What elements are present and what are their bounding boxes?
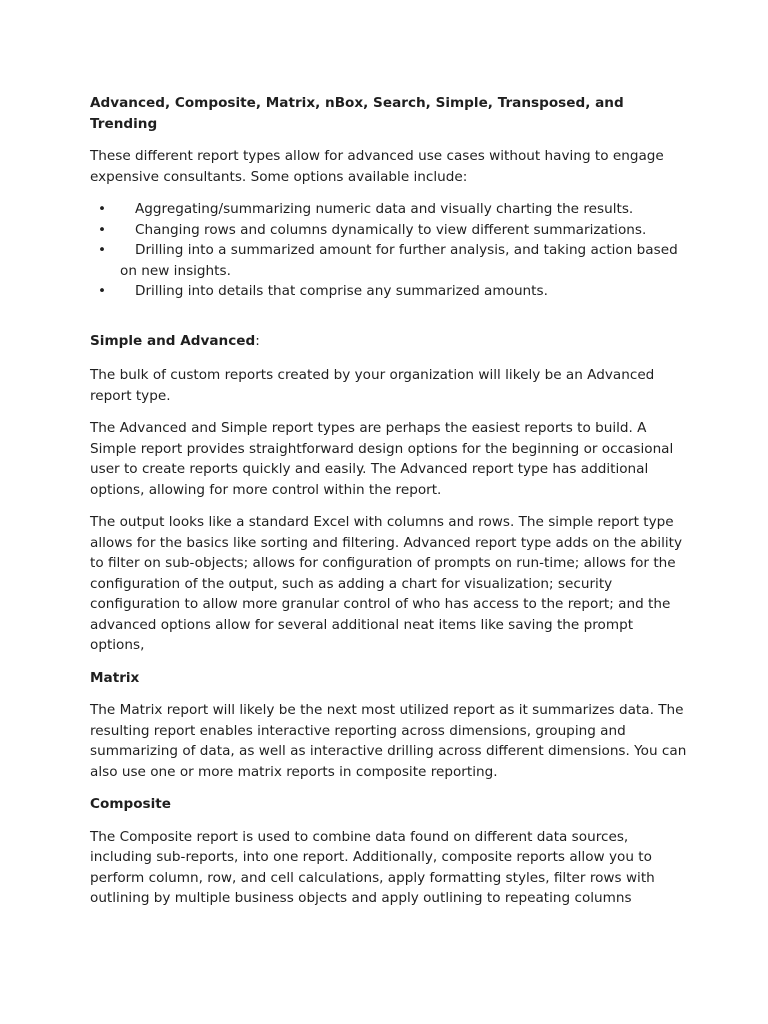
simple-advanced-heading-text: Simple and Advanced (90, 332, 256, 349)
options-bullet-list (90, 199, 690, 302)
simple-advanced-paragraph-1: The bulk of custom reports created by your organization will likely be an Advanced report type. (90, 367, 655, 404)
bullet-item (90, 240, 690, 281)
bullet-item (90, 199, 690, 220)
bullet-text: Drilling into a summarized amount for further analysis, and taking action based on new insights. (120, 242, 678, 279)
simple-advanced-heading (90, 331, 690, 352)
heading-colon: : (255, 332, 260, 349)
document-page (90, 93, 690, 909)
bullet-text: Drilling into details that comprise any summarized amounts. (135, 283, 548, 299)
matrix-heading: Matrix (90, 669, 140, 686)
intro-paragraph: These different report types allow for advanced use cases without having to engage expensive consultants. Some options available include: (90, 148, 664, 185)
bullet-text: Aggregating/summarizing numeric data and visually charting the results. (135, 201, 634, 217)
bullet-icon: • (98, 242, 107, 258)
composite-paragraph: The Composite report is used to combine data found on different data sources, including sub-reports, into one report. Additionally, composite reports allow you to perform column, row, and cell calculations, apply formatting styles, filter rows with outlining by multiple business objects and apply outlining to repeating columns (90, 828, 655, 906)
main-heading: Advanced, Composite, Matrix, nBox, Search, Simple, Transposed, and Trending (90, 95, 624, 132)
bullet-text: Changing rows and columns dynamically to view different summarizations. (135, 221, 647, 238)
bullet-item (90, 281, 690, 302)
bullet-icon: • (98, 283, 107, 299)
bullet-icon: • (98, 221, 107, 238)
bullet-icon: • (98, 201, 107, 217)
composite-heading: Composite (90, 796, 172, 812)
bullet-item (90, 220, 690, 241)
simple-advanced-paragraph-2: The Advanced and Simple report types are perhaps the easiest reports to build. A Simple report provides straightforward design options for the beginning or occasional user to create reports quickly and easily. The Advanced report type has additional options, allowing for more control within the report. (90, 420, 674, 498)
simple-advanced-paragraph-3: The output looks like a standard Excel with columns and rows. The simple report type allows for the basics like sorting and filtering. Advanced report type adds on the ability to filter on sub-objects; allows for configuration of prompts on run-time; allows for the configuration of the output, such as adding a chart for visualization; security configuration to allow more granular control of who has access to the report; and the advanced options allow for several additional neat items like saving the prompt options, (90, 514, 683, 653)
matrix-paragraph: The Matrix report will likely be the next most utilized report as it summarizes data. The resulting report enables interactive reporting across dimensions, grouping and summarizing of data, as well as interactive drilling across different dimensions. You can also use one or more matrix reports in composite reporting. (90, 702, 687, 780)
